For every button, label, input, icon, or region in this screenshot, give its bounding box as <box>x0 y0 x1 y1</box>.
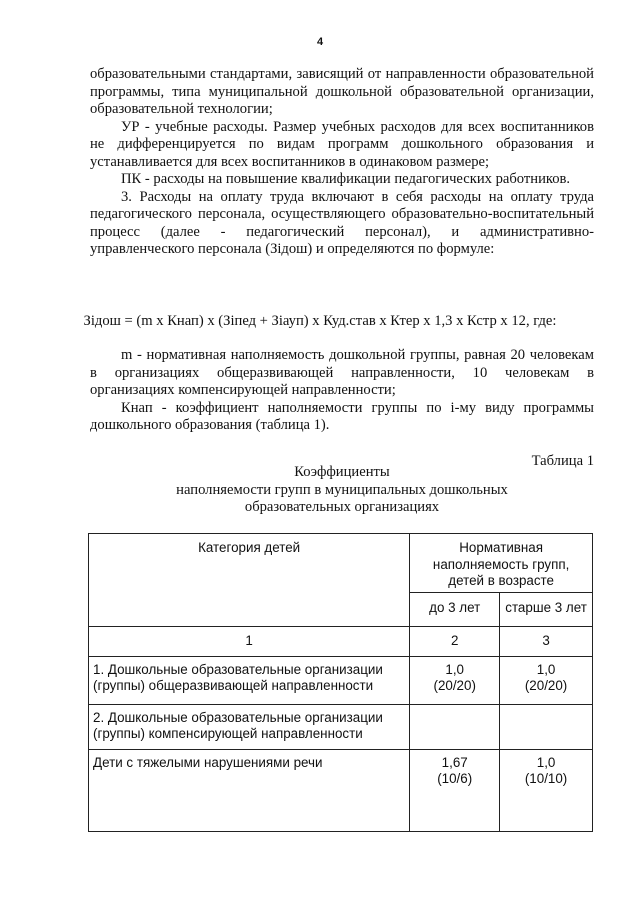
paragraph: ПК - расходы на повышение квалификации педагогических работников. <box>121 171 571 187</box>
coefficient-value: 1,0 <box>536 661 556 677</box>
column-number: 3 <box>500 626 593 656</box>
definition-knap: Кнап - коэффициент наполняемости группы по i-му виду программы дошкольного образования (таблица 1). <box>90 399 594 433</box>
table-numbering-row <box>89 626 593 656</box>
table-title-line: Коэффициенты <box>294 464 390 480</box>
coefficient-ratio: (20/20) <box>433 678 476 693</box>
header-normative-line: Нормативная <box>459 540 544 555</box>
row-category: 2. Дошкольные образовательные организации (группы) компенсирующей направленности <box>89 704 410 749</box>
coefficients-table <box>88 533 593 832</box>
column-number: 1 <box>89 626 410 656</box>
row-value-over-3 <box>500 656 593 704</box>
row-value-over-3 <box>500 704 593 749</box>
table-title-line: образовательных организациях <box>244 499 440 515</box>
paragraph: 3. Расходы на оплату труда включают в себя расходы на оплату труда педагогического персонала, осуществляющего образовательно-воспитательный процесс (далее - педагогический персонал), и административно-управленческого персонала (Зідош) и определяются по формуле: <box>90 188 594 257</box>
row-category: Дети с тяжелыми нарушениями речи <box>89 749 410 831</box>
header-category: Категория детей <box>89 534 410 627</box>
header-under-3: до 3 лет <box>410 592 500 626</box>
page-number: 4 <box>316 36 324 48</box>
definition-m: m - нормативная наполняемость дошкольной группы, равная 20 человекам в организациях общеразвивающей направленности, 10 человекам в организациях компенсирующей направленности; <box>90 347 594 398</box>
table-row <box>89 704 593 749</box>
table-header-row <box>89 534 593 593</box>
column-number: 2 <box>410 626 500 656</box>
coefficient-ratio: (10/10) <box>524 771 568 786</box>
coefficient-ratio: (20/20) <box>524 678 568 693</box>
paragraph: УР - учебные расходы. Размер учебных расходов для всех воспитанников не дифференцируется по видам программ дошкольного образования и устанавливается для всех воспитанников в одинаковом размере; <box>90 118 594 170</box>
row-value-under-3 <box>410 656 500 704</box>
salary-formula: Зідош = (m х Кнап) х (Зіпед + Зіауп) х Куд.став х Ктер х 1,3 х Кстр х 12, где: <box>83 313 557 329</box>
header-normative-line: наполняемость групп, <box>432 556 570 572</box>
paragraph: образовательными стандартами, зависящий от направленности образовательной программы, типа муниципальной дошкольной образовательной организации, образовательной технологии; <box>90 66 594 117</box>
table-label: Таблица 1 <box>531 453 594 469</box>
row-category: 1. Дошкольные образовательные организации (группы) общеразвивающей направленности <box>89 656 410 704</box>
table-title <box>90 464 594 517</box>
coefficient-value: 1,0 <box>445 661 465 677</box>
coefficient-value: 1,0 <box>536 754 556 770</box>
body-text-block <box>90 66 594 259</box>
header-normative <box>410 534 593 593</box>
coefficient-value: 1,67 <box>441 754 468 770</box>
row-value-under-3 <box>410 704 500 749</box>
header-over-3: старше 3 лет <box>500 592 593 626</box>
coefficient-ratio: (10/6) <box>437 771 473 786</box>
row-value-under-3 <box>410 749 500 831</box>
table-row <box>89 749 593 831</box>
row-value-over-3 <box>500 749 593 831</box>
header-normative-line: детей в возрасте <box>448 573 554 588</box>
table-row <box>89 656 593 704</box>
table-title-line: наполняемости групп в муниципальных дошкольных <box>176 481 508 498</box>
definitions-block <box>90 347 594 435</box>
